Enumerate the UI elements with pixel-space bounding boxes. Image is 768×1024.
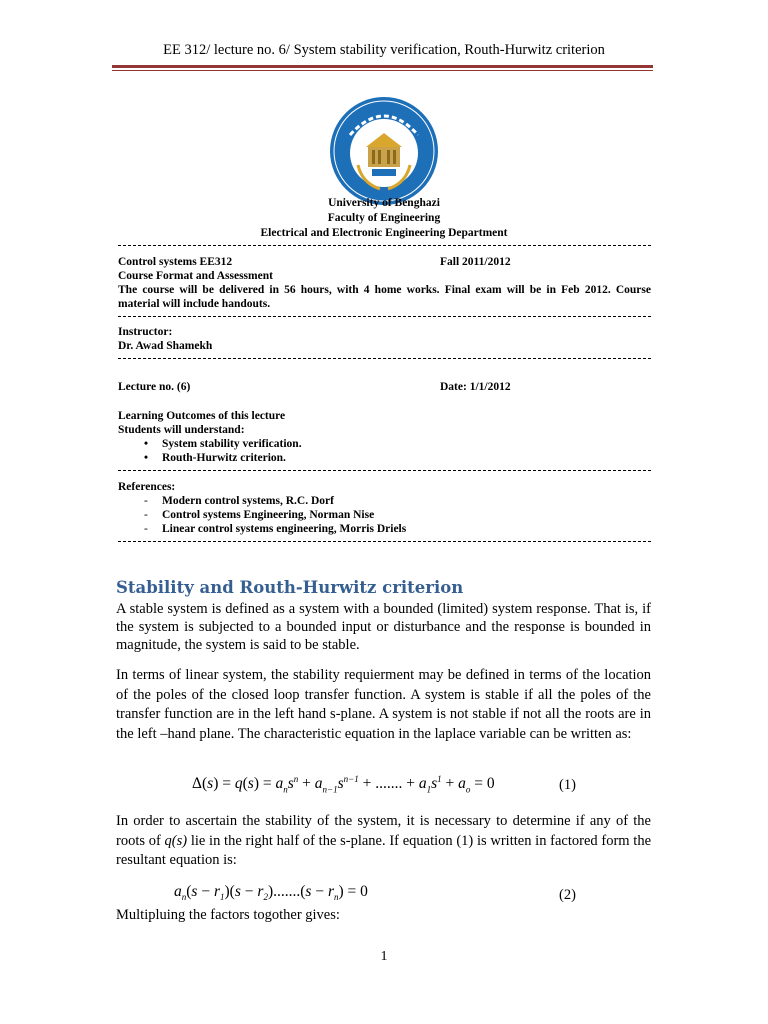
divider: [118, 245, 651, 250]
paragraph: A stable system is defined as a system with a bounded (limited) system response. That is, if the system is subjected to a bounded input or disturbance and the response is bounded in magnitude, the system is said to be stable.: [116, 601, 651, 653]
list-item: - Linear control systems engineering, Morris Driels: [118, 522, 406, 536]
outcomes-list: [118, 437, 302, 465]
references-heading: References:: [118, 481, 176, 493]
list-item: • System stability verification.: [118, 437, 302, 451]
course-term: Fall 2011/2012: [440, 256, 511, 268]
university-seal-icon: [328, 95, 440, 207]
divider: [118, 358, 651, 363]
department-name: Electrical and Electronic Engineering Department: [260, 227, 508, 239]
list-item: - Modern control systems, R.C. Dorf: [118, 494, 406, 508]
equation-1-number: (1): [559, 777, 576, 793]
outcomes-intro: Students will understand:: [118, 424, 245, 436]
paragraph: In terms of linear system, the stability requierment may be defined in terms of the location of the poles of the closed loop transfer function. A system is stable if all the poles of the transfer function are in the left hand s-plane. A system is not stable if not all the roots are in the left –hand plane. The characteristic equation in the laplace variable can be written as:: [116, 667, 651, 742]
list-item: - Control systems Engineering, Norman Nise: [118, 508, 406, 522]
divider: [118, 316, 651, 321]
equation-2: $a_n(s - r_1)(s - r_2).......(s - r_n) = 0$: [174, 883, 368, 903]
section-heading: Stability and Routh-Hurwitz criterion: [116, 578, 464, 597]
header-rule-thick: [112, 65, 653, 68]
course-name: Control systems EE312: [118, 256, 233, 268]
course-format-text: The course will be delivered in 56 hours, with 4 home works. Final exam will be in Feb 2012. Course material will include handouts.: [118, 284, 651, 310]
university-name: University of Benghazi: [328, 197, 440, 209]
paragraph-text-before: In order to ascertain the stability of the system, it is necessary to determine if any of the roots of: [116, 813, 651, 849]
equation-1: $\Delta(s) = q(s) = a_ns^n + a_{n-1}s^{n-1}$ + ....... + $a_1s^1 + a_o = 0$: [192, 774, 495, 795]
institution-block: [0, 196, 768, 241]
divider: [118, 470, 651, 475]
outcomes-heading: Learning Outcomes of this lecture: [118, 410, 286, 422]
equation-2-number: (2): [559, 887, 576, 903]
faculty-name: Faculty of Engineering: [327, 212, 441, 224]
lecture-date: Date: 1/1/2012: [440, 381, 511, 393]
instructor-label: Instructor:: [118, 326, 173, 338]
paragraph-text-after: lie in the right half of the s-plane. If equation (1) is written in factored form the resultant equation is:: [116, 832, 652, 868]
list-item: • Routh-Hurwitz criterion.: [118, 451, 302, 465]
references-list: [118, 494, 406, 536]
course-format-heading: Course Format and Assessment: [118, 270, 273, 282]
paragraph: [116, 812, 651, 871]
page-number: 1: [380, 949, 388, 964]
lecture-number: Lecture no. (6): [118, 381, 191, 393]
inline-math: q(s): [164, 832, 188, 849]
paragraph: Multipluing the factors togother gives:: [116, 907, 340, 923]
running-header: EE 312/ lecture no. 6/ System stability verification, Routh-Hurwitz criterion: [163, 42, 605, 58]
header-rule-thin: [112, 70, 653, 71]
instructor-name: Dr. Awad Shamekh: [118, 340, 213, 352]
divider: [118, 541, 651, 546]
